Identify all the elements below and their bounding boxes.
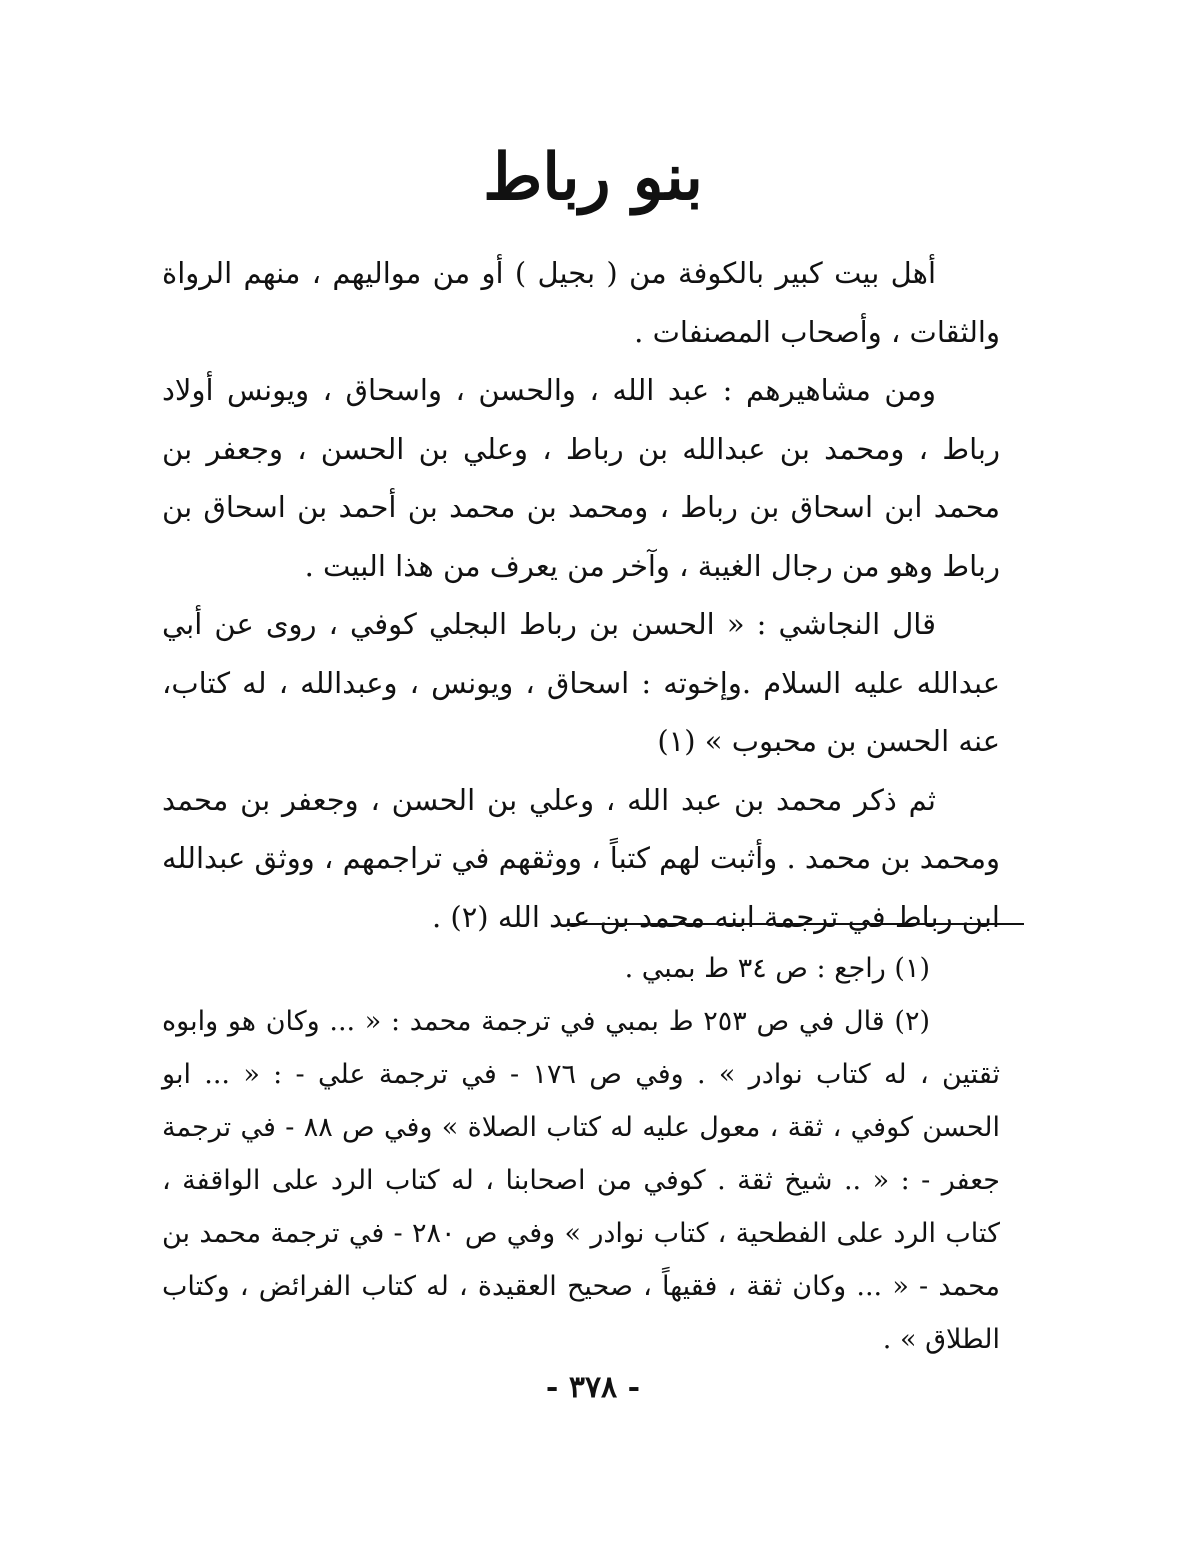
paragraph-notables: ومن مشاهيرهم : عبد الله ، والحسن ، واسحاق ، ويونس أولاد رباط ، ومحمد بن عبدالله بن رباط ، وعلي بن الحسن ، وجعفر بن محمد ابن اسحاق بن رباط ، ومحمد بن محمد بن أحمد بن اسحاق بن رباط وهو من رجال الغيبة ، وآخر من يعرف من هذا البيت . [162, 373, 1000, 583]
main-text [162, 244, 1000, 946]
page-number: - ٣٧٨ - [545, 1370, 641, 1405]
paragraph-mentions: ثم ذكر محمد بن عبد الله ، وعلي بن الحسن ، وجعفر بن محمد ومحمد بن محمد . وأثبت لهم كتباً ، ووثقهم في تراجمهم ، ووثق عبدالله ابن رباط في ترجمة ابنه محمد بن عبد الله (٢) . [162, 782, 1000, 934]
chapter-title: بنو رباط [483, 140, 703, 215]
footnotes [162, 942, 1000, 1366]
footnote-1: (١) راجع : ص ٣٤ ط بمبي . [624, 953, 930, 984]
footnote-2: (٢) قال في ص ٢٥٣ ط بمبي في ترجمة محمد : « ... وكان هو وابوه ثقتين ، له كتاب نوادر » . وفي ص ١٧٦ - في ترجمة علي - : « ... ابو الحسن كوفي ، ثقة ، معول عليه له كتاب الصلاة » وفي ص ٨٨ - في ترجمة جعفر - : « .. شيخ ثقة . كوفي من اصحابنا ، له كتاب الرد على الواقفة ، كتاب الرد على الفطحية ، كتاب نوادر » وفي ص ٢٨٠ - في ترجمة محمد بن محمد - « ... وكان ثقة ، فقيهاً ، صحيح العقيدة ، له كتاب الفرائض ، وكتاب الطلاق » . [162, 1006, 1001, 1355]
paragraph-najashi-quote: قال النجاشي : « الحسن بن رباط البجلي كوفي ، روى عن أبي عبدالله عليه السلام .وإخوته : اسحاق ، ويونس ، وعبدالله ، له كتاب، عنه الحسن بن محبوب » (١) [162, 607, 1000, 758]
paragraph-intro: أهل بيت كبير بالكوفة من ( بجيل ) أو من مواليهم ، منهم الرواة والثقات ، وأصحاب المصنفات . [162, 256, 1000, 349]
footnote-divider [568, 923, 1024, 925]
